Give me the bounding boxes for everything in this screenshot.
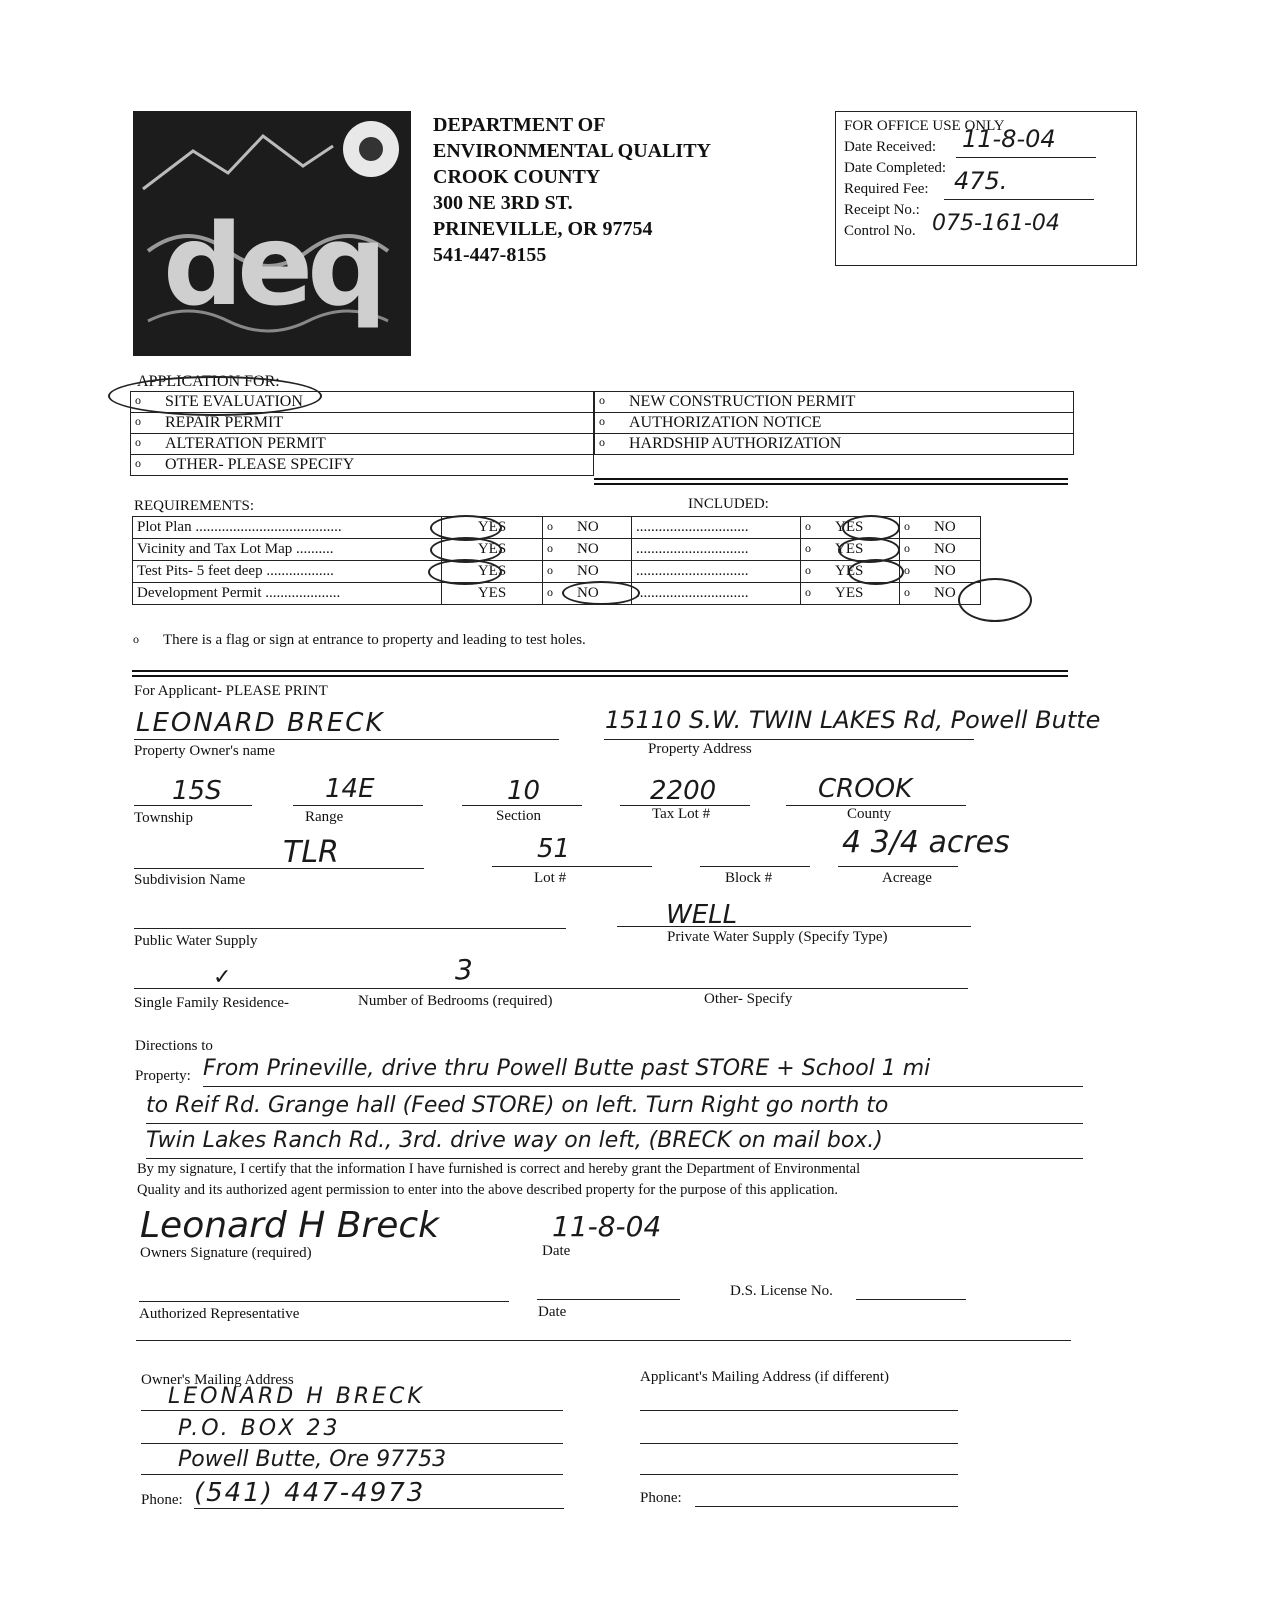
dept-line-5: PRINEVILLE, OR 97754 [433, 218, 653, 240]
office-title: FOR OFFICE USE ONLY [844, 118, 1005, 134]
section-value[interactable]: 10 [507, 776, 541, 806]
county-label: County [847, 806, 892, 822]
dept-line-4: 300 NE 3RD ST. [433, 192, 573, 214]
subdivision-label: Subdivision Name [134, 872, 246, 888]
req-row: Plot Plan ....................................... YES o NO .............................. o YES o NO [133, 517, 981, 539]
property-address-value[interactable]: 15110 S.W. TWIN LAKES Rd, Powell Butte [605, 706, 1101, 734]
property-label: Property: [135, 1068, 191, 1084]
owner-mailing-line-3[interactable]: Powell Butte, Ore 97753 [178, 1447, 447, 1472]
date-received-value[interactable]: 11-8-04 [962, 125, 1056, 153]
owner-phone-label: Phone: [141, 1492, 183, 1508]
sfr-check-mark[interactable]: ✓ [213, 965, 232, 990]
application-for-label: APPLICATION FOR: [137, 373, 280, 390]
divider [594, 478, 1068, 485]
req-row: Development Permit .................... YES o NO .............................. o YES o NO [133, 583, 981, 605]
tax-lot-label: Tax Lot # [652, 806, 711, 822]
office-use-box [835, 111, 1137, 266]
applicant-heading: For Applicant- PLEASE PRINT [134, 683, 328, 699]
circle-mark [958, 578, 1032, 622]
circle-mark [428, 559, 502, 585]
divider [132, 670, 1068, 677]
owner-mailing-line-2[interactable]: P.O. BOX 23 [178, 1416, 341, 1441]
department-header [433, 112, 711, 268]
owner-mailing-label: Owner's Mailing Address [141, 1372, 294, 1388]
owner-phone-value[interactable]: (541) 447-4973 [194, 1478, 426, 1508]
sfr-label: Single Family Residence- [134, 995, 289, 1011]
flag-note: o There is a flag or sign at entrance to property and leading to test holes. [133, 632, 586, 648]
acreage-value[interactable]: 4 3/4 acres [842, 825, 1010, 860]
owner-signature-label: Owners Signature (required) [140, 1245, 312, 1261]
date-completed-label: Date Completed: [844, 160, 947, 176]
owner-mailing-line-1[interactable]: LEONARD H BRECK [168, 1384, 425, 1409]
private-water-label: Private Water Supply (Specify Type) [667, 929, 888, 945]
owner-name-label: Property Owner's name [134, 743, 275, 759]
required-fee-label: Required Fee: [844, 181, 929, 197]
county-value[interactable]: CROOK [818, 774, 913, 804]
directions-line-3[interactable]: Twin Lakes Ranch Rd., 3rd. drive way on left, (BRECK on mail box.) [146, 1128, 883, 1153]
certify-text-2: Quality and its authorized agent permission to enter into the above described property for the purpose of this application. [137, 1182, 839, 1198]
directions-line-1[interactable]: From Prineville, drive thru Powell Butte past STORE + School 1 mi [203, 1056, 931, 1081]
dept-line-1: DEPARTMENT OF [433, 114, 606, 136]
dept-line-6: 541-447-8155 [433, 244, 547, 266]
required-fee-value[interactable]: 475. [954, 167, 1008, 195]
certify-text-1: By my signature, I certify that the information I have furnished is correct and hereby grant the Department of Environmental [137, 1161, 861, 1177]
deq-logo [133, 111, 411, 356]
bedrooms-label: Number of Bedrooms (required) [358, 993, 553, 1009]
range-value[interactable]: 14E [325, 774, 375, 804]
app-option-site-evaluation[interactable]: o SITE EVALUATION [131, 392, 594, 413]
auth-rep-label: Authorized Representative [139, 1306, 300, 1322]
app-option-authorization-notice[interactable]: o AUTHORIZATION NOTICE [595, 413, 1074, 434]
dept-line-3: CROOK COUNTY [433, 166, 601, 188]
logo-text: deq [163, 201, 382, 331]
application-right-table [594, 391, 1074, 455]
directions-label: Directions to [135, 1038, 213, 1054]
lot-label: Lot # [534, 870, 567, 886]
private-water-value[interactable]: WELL [666, 900, 738, 930]
tax-lot-value[interactable]: 2200 [650, 776, 717, 806]
signature-date-value[interactable]: 11-8-04 [552, 1210, 662, 1243]
circle-mark [848, 559, 904, 585]
acreage-label: Acreage [882, 870, 932, 886]
township-label: Township [134, 810, 193, 826]
owner-name-value[interactable]: LEONARD BRECK [136, 708, 385, 738]
site-evaluation-circle [108, 376, 322, 416]
app-option-other[interactable]: o OTHER- PLEASE SPECIFY [131, 455, 594, 476]
date-received-label: Date Received: [844, 139, 937, 155]
dept-line-2: ENVIRONMENTAL QUALITY [433, 140, 711, 162]
property-address-label: Property Address [648, 741, 752, 757]
bedrooms-value[interactable]: 3 [455, 953, 473, 986]
app-option-new-construction[interactable]: o NEW CONSTRUCTION PERMIT [595, 392, 1074, 413]
app-option-alteration-permit[interactable]: o ALTERATION PERMIT [131, 434, 594, 455]
receipt-no-label: Receipt No.: [844, 202, 920, 218]
app-option-hardship[interactable]: o HARDSHIP AUTHORIZATION [595, 434, 1074, 455]
req-row: Vicinity and Tax Lot Map .......... YES o NO .............................. o YES o NO [133, 539, 981, 561]
control-no-label: Control No. [844, 223, 916, 239]
subdivision-value[interactable]: TLR [283, 835, 339, 870]
signature-date-label: Date [542, 1243, 571, 1259]
applicant-mailing-label: Applicant's Mailing Address (if different) [640, 1369, 890, 1385]
included-label: INCLUDED: [688, 496, 769, 512]
auth-rep-date-label: Date [538, 1304, 567, 1320]
section-label: Section [496, 808, 541, 824]
directions-line-2[interactable]: to Reif Rd. Grange hall (Feed STORE) on left. Turn Right go north to [146, 1093, 889, 1118]
lot-value[interactable]: 51 [537, 834, 571, 864]
ds-license-label: D.S. License No. [730, 1283, 833, 1299]
req-row: Test Pits- 5 feet deep .................. YES o NO .............................. o YES o NO [133, 561, 981, 583]
applicant-phone-label: Phone: [640, 1490, 682, 1506]
control-no-value[interactable]: 075-161-04 [932, 211, 1060, 236]
circle-mark [562, 581, 640, 605]
app-option-repair-permit[interactable]: o REPAIR PERMIT [131, 413, 594, 434]
other-specify-label: Other- Specify [704, 991, 793, 1007]
range-label: Range [305, 809, 344, 825]
block-label: Block # [725, 870, 773, 886]
public-water-label: Public Water Supply [134, 933, 258, 949]
requirements-label: REQUIREMENTS: [134, 498, 254, 514]
owner-signature[interactable]: Leonard H Breck [140, 1205, 440, 1246]
township-value[interactable]: 15S [172, 776, 222, 806]
